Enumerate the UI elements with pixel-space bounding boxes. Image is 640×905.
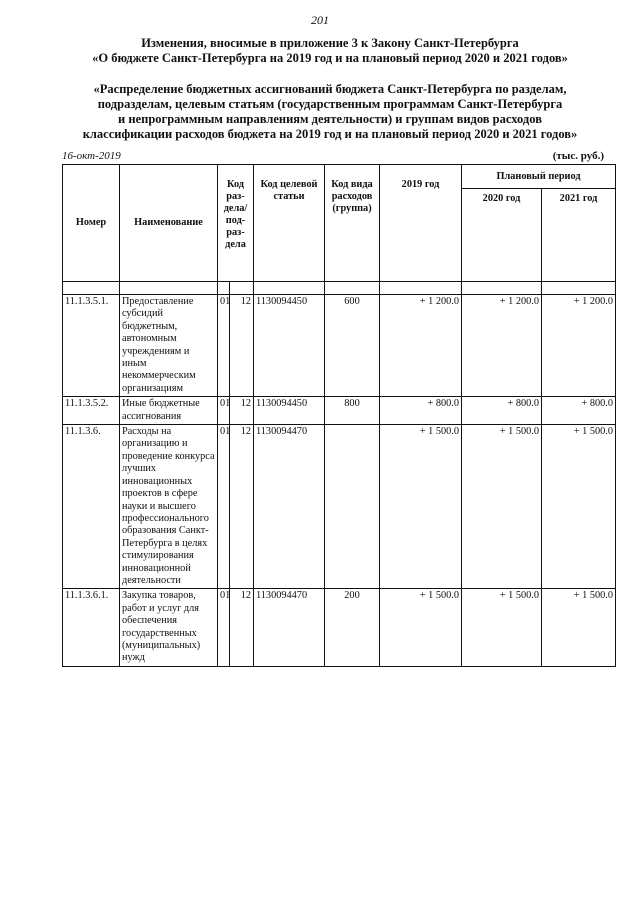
row-section: 01: [218, 589, 230, 666]
row-section: 01: [218, 295, 230, 397]
spacer-row: [63, 282, 616, 295]
row-target: 1130094450: [254, 397, 325, 425]
row-2021: + 1 500.0: [542, 425, 616, 589]
row-number: 11.1.3.6.1.: [63, 589, 120, 666]
row-section: 01: [218, 397, 230, 425]
document-titles: [40, 36, 620, 142]
subtitle-line-2: подразделам, целевым статьям (государственным программам Санкт-Петербурга: [97, 97, 563, 111]
row-2020: + 1 200.0: [462, 295, 542, 397]
header-2020: 2020 год: [462, 189, 542, 282]
row-2019: + 1 500.0: [380, 425, 462, 589]
header-planned: Плановый период: [462, 165, 616, 189]
table-row: [63, 295, 616, 397]
subtitle-line-1: «Распределение бюджетных ассигнований бюджета Санкт-Петербурга по разделам,: [93, 82, 567, 96]
table-row: [63, 425, 616, 589]
budget-table: [62, 164, 616, 667]
row-subsection: 12: [230, 295, 254, 397]
row-expense: [325, 425, 380, 589]
title-line-1: Изменения, вносимые в приложение 3 к Закону Санкт-Петербурга: [141, 36, 519, 50]
row-expense: 200: [325, 589, 380, 666]
row-subsection: 12: [230, 425, 254, 589]
meta-row: [62, 150, 612, 164]
row-subsection: 12: [230, 397, 254, 425]
header-number: Номер: [63, 165, 120, 282]
row-target: 1130094470: [254, 425, 325, 589]
subtitle-line-3: и непрограммным направлениям деятельности) и группам видов расходов: [118, 112, 542, 126]
document-date: 16-окт-2019: [62, 150, 121, 162]
row-number: 11.1.3.6.: [63, 425, 120, 589]
row-number: 11.1.3.5.2.: [63, 397, 120, 425]
row-name: Предоставление субсидий бюджетным, автономным учреждениям и иным некоммерческим организациям: [120, 295, 218, 397]
header-2021: 2021 год: [542, 189, 616, 282]
title-line-2: «О бюджете Санкт-Петербурга на 2019 год и на плановый период 2020 и 2021 годов»: [92, 51, 568, 65]
header-section: Код раз-дела/ под-раз-дела: [218, 165, 254, 282]
row-2020: + 1 500.0: [462, 425, 542, 589]
table-row: [63, 397, 616, 425]
row-2021: + 1 500.0: [542, 589, 616, 666]
row-2020: + 800.0: [462, 397, 542, 425]
row-name: Иные бюджетные ассигнования: [120, 397, 218, 425]
header-2019: 2019 год: [380, 165, 462, 282]
header-target: Код целевой статьи: [254, 165, 325, 282]
row-2021: + 800.0: [542, 397, 616, 425]
row-expense: 800: [325, 397, 380, 425]
row-name: Расходы на организацию и проведение конкурса лучших инновационных проектов в сфере науки и высшего профессионального образования Санкт-Петербурга в целях стимулирования инновационной деятельности: [120, 425, 218, 589]
row-2019: + 800.0: [380, 397, 462, 425]
page-number: 201: [311, 13, 329, 27]
row-section: 01: [218, 425, 230, 589]
header-row: [63, 165, 616, 189]
row-number: 11.1.3.5.1.: [63, 295, 120, 397]
header-name: Наименование: [120, 165, 218, 282]
row-2019: + 1 200.0: [380, 295, 462, 397]
row-target: 1130094450: [254, 295, 325, 397]
row-subsection: 12: [230, 589, 254, 666]
unit-label: (тыс. руб.): [552, 150, 604, 162]
row-expense: 600: [325, 295, 380, 397]
row-2020: + 1 500.0: [462, 589, 542, 666]
subtitle-line-4: классификации расходов бюджета на 2019 год и на плановый период 2020 и 2021 годов»: [82, 127, 578, 141]
row-2021: + 1 200.0: [542, 295, 616, 397]
row-target: 1130094470: [254, 589, 325, 666]
row-name: Закупка товаров, работ и услуг для обеспечения государственных (муниципальных) нужд: [120, 589, 218, 666]
row-2019: + 1 500.0: [380, 589, 462, 666]
header-expense: Код вида расходов (группа): [325, 165, 380, 282]
table-row: [63, 589, 616, 666]
